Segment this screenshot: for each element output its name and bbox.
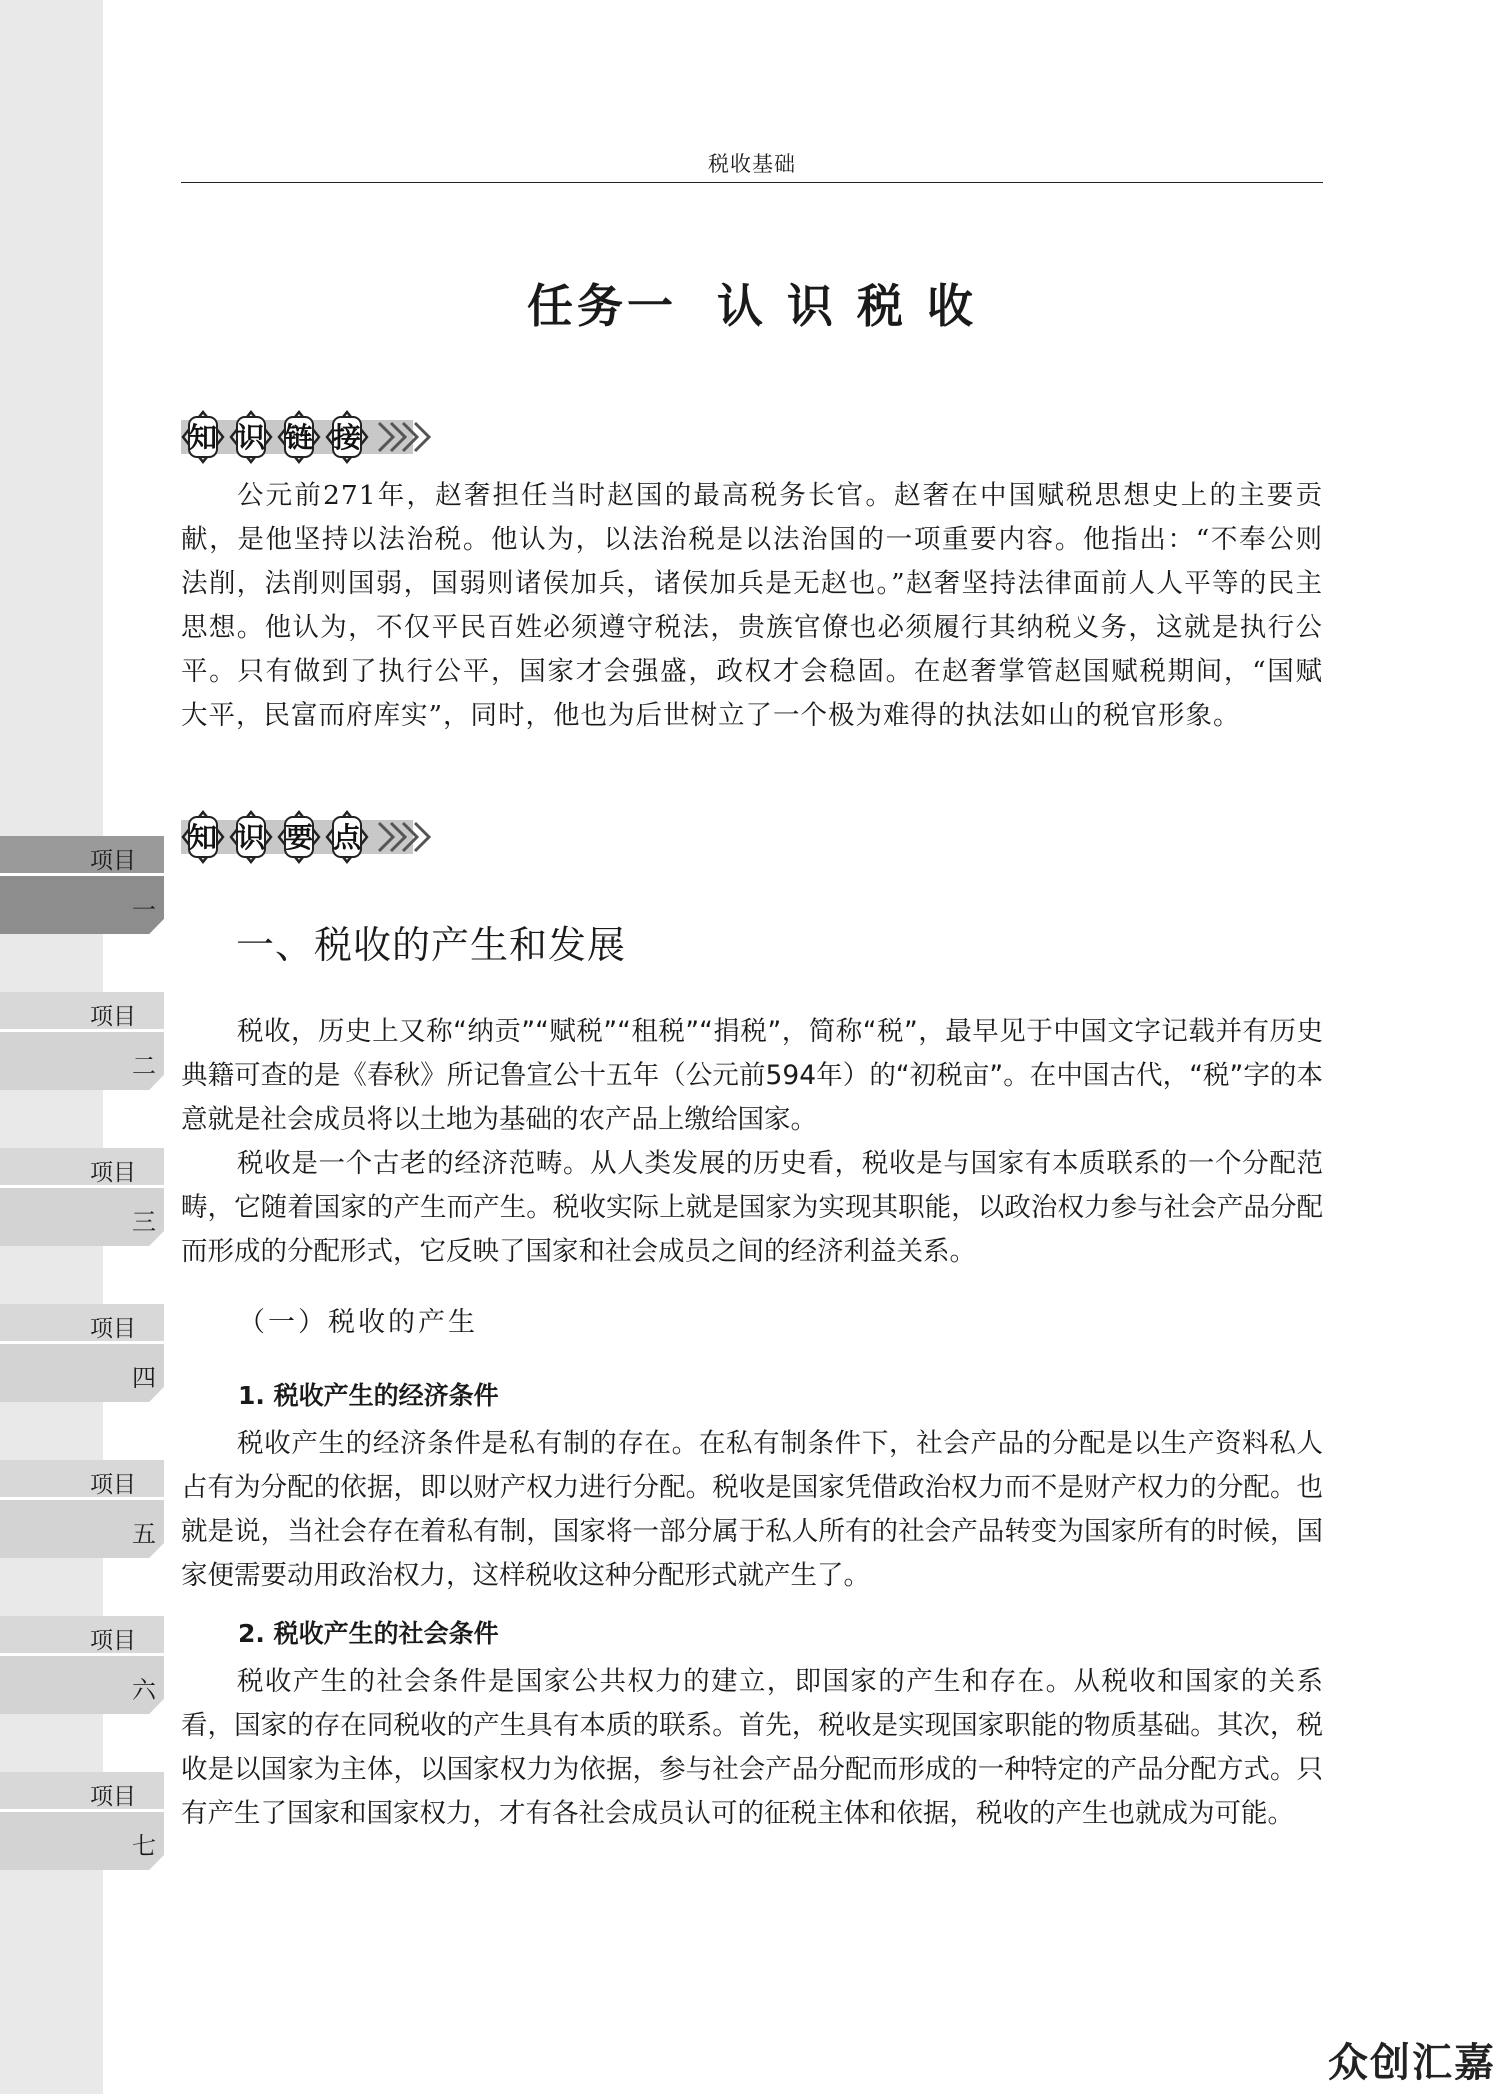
side-tab-number: 二: [132, 1052, 156, 1080]
banner-char: 链: [284, 421, 314, 454]
item-heading: 1. 税收产生的经济条件: [238, 1381, 499, 1410]
knowledge-link-paragraph: 公元前271年，赵奢担任当时赵国的最高税务长官。赵奢在中国赋税思想史上的主要贡献，是他坚持以法治税。他认为，以法治税是以法治国的一项重要内容。他指出：“不奉公则法削，法削则国弱，国弱则诸侯加兵，诸侯加兵是无赵也。”赵奢坚持法律面前人人平等的民主思想。他认为，不仅平民百姓必须遵守税法，贵族官僚也必须履行其纳税义务，这就是执行公平。只有做到了执行公平，国家才会强盛，政权才会稳固。在赵奢掌管赵国赋税期间，“国赋大平，民富而府库实”，同时，他也为后世树立了一个极为难得的执法如山的税官形象。: [181, 480, 1323, 731]
header-rule: [181, 182, 1323, 183]
side-tab-project-2[interactable]: [0, 992, 164, 1090]
body-paragraph: 税收产生的社会条件是国家公共权力的建立，即国家的产生和存在。从税收和国家的关系看，国家的存在同税收的产生具有本质的联系。首先，税收是实现国家职能的物质基础。其次，税收是以国家为主体，以国家权力为依据，参与社会产品分配而形成的一种特定的产品分配方式。只有产生了国家和国家权力，才有各社会成员认可的征税主体和依据，税收的产生也就成为可能。: [181, 1666, 1323, 1829]
side-tab-number: 四: [132, 1364, 156, 1392]
body-paragraph: 税收产生的经济条件是私有制的存在。在私有制条件下，社会产品的分配是以生产资料私人占有为分配的依据，即以财产权力进行分配。税收是国家凭借政治权力而不是财产权力的分配。也就是说，当社会存在着私有制，国家将一部分属于私人所有的社会产品转变为国家所有的时候，国家便需要动用政治权力，这样税收这种分配形式就产生了。: [181, 1428, 1323, 1591]
side-tab-label: 项目: [90, 1628, 136, 1654]
body-paragraph: 税收是一个古老的经济范畴。从人类发展的历史看，税收是与国家有本质联系的一个分配范畴，它随着国家的产生而产生。税收实际上就是国家为实现其职能，以政治权力参与社会产品分配而形成的分配形式，它反映了国家和社会成员之间的经济利益关系。: [181, 1148, 1323, 1267]
side-tab-number: 三: [132, 1208, 156, 1236]
side-tab-label: 项目: [90, 1004, 136, 1030]
banner-char: 知: [188, 421, 218, 454]
watermark-logo: 众创汇嘉: [1328, 2040, 1496, 2086]
side-tab-number: 五: [132, 1520, 156, 1548]
title-topic: 认 识 税 收: [716, 279, 978, 333]
side-tab-number: 六: [132, 1676, 156, 1704]
side-tab-project-6[interactable]: [0, 1616, 164, 1714]
item-heading: 2. 税收产生的社会条件: [238, 1619, 499, 1648]
side-tab-label: 项目: [90, 1160, 136, 1186]
banner-char: 识: [236, 421, 266, 454]
side-tab-label: 项目: [90, 1784, 136, 1810]
banner-char: 要: [284, 821, 314, 854]
side-tab-label: 项目: [90, 1316, 136, 1342]
banner-char: 接: [332, 421, 362, 454]
side-tab-project-7[interactable]: [0, 1772, 164, 1870]
subsection-heading: （一）税收的产生: [238, 1307, 478, 1338]
side-tab-project-3[interactable]: [0, 1148, 164, 1246]
side-tab-project-5[interactable]: [0, 1460, 164, 1558]
side-tab-number: 七: [132, 1832, 156, 1860]
side-tab-project-4[interactable]: [0, 1304, 164, 1402]
banner-char: 知: [188, 821, 218, 854]
section-heading: 一、税收的产生和发展: [236, 923, 627, 967]
side-tab-label: 项目: [90, 1472, 136, 1498]
title-task: 任务一: [526, 279, 677, 333]
page-title: [181, 270, 1323, 336]
running-header: 税收基础: [708, 152, 796, 176]
body-paragraph: 税收，历史上又称“纳贡”“赋税”“租税”“捐税”，简称“税”，最早见于中国文字记载并有历史典籍可查的是《春秋》所记鲁宣公十五年（公元前594年）的“初税亩”。在中国古代，“税”字的本意就是社会成员将以土地为基础的农产品上缴给国家。: [181, 1016, 1323, 1135]
side-tab-label: 项目: [90, 848, 136, 874]
side-tab-number: 一: [132, 896, 156, 924]
side-tab-project-1[interactable]: [0, 836, 164, 934]
knowledge-link-banner: [179, 406, 459, 468]
banner-char: 识: [236, 821, 266, 854]
banner-char: 点: [332, 821, 362, 854]
key-points-banner: [179, 806, 459, 868]
